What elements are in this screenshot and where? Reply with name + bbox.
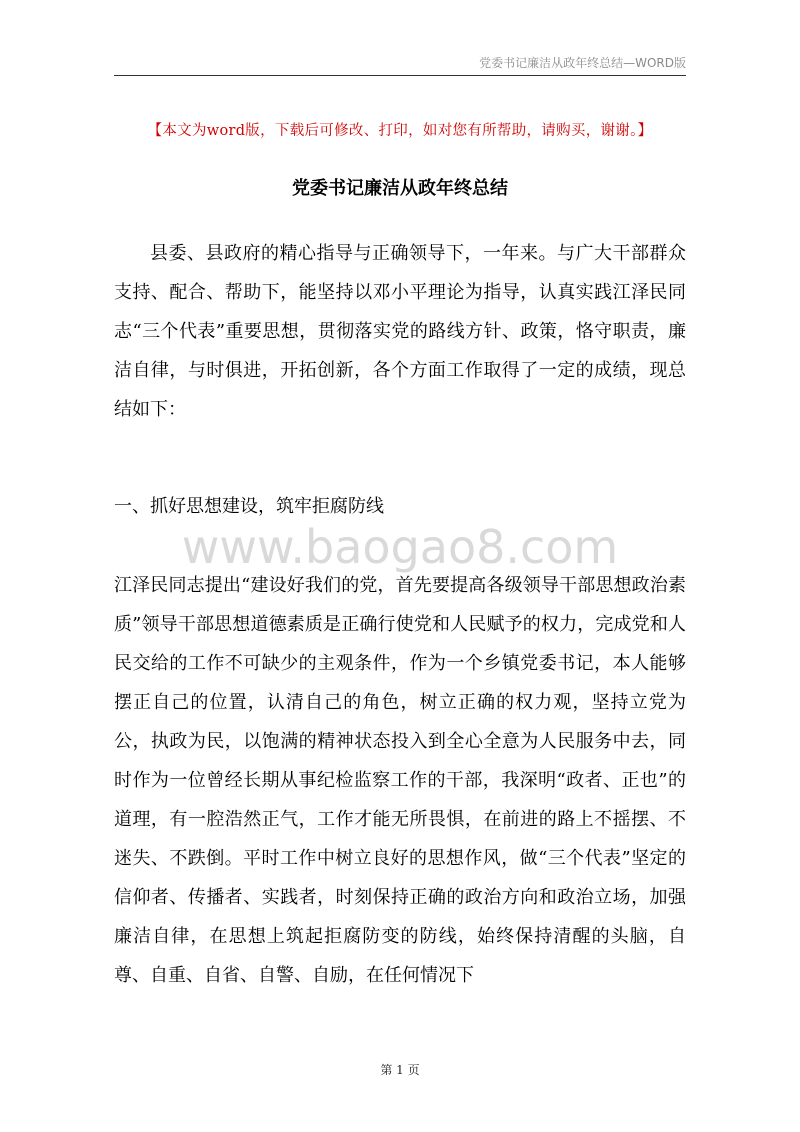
page-number: 第 1 页 (380, 1063, 420, 1077)
header-divider (114, 75, 686, 76)
running-header: 党委书记廉洁从政年终总结—WORD版 (479, 56, 686, 70)
section-heading-1: 一、抓好思想建设，筑牢拒腐防线 (114, 496, 384, 517)
intro-paragraph: 县委、县政府的精心指导与正确领导下，一年来。与广大干部群众支持、配合、帮助下，能坚持以邓小平理论为指导，认真实践江泽民同志“三个代表”重要思想，贯彻落实党的路线方针、政策，恪守职责，廉洁自律，与时俱进，开拓创新，各个方面工作取得了一定的成绩，现总结如下： (114, 243, 686, 420)
document-title: 党委书记廉洁从政年终总结 (292, 178, 508, 199)
watermark: www.baogao8.com (181, 520, 619, 574)
section-1-paragraph: 江泽民同志提出“建设好我们的党，首先要提高各级领导干部思想政治素质”领导干部思想道德素质是正确行使党和人民赋予的权力，完成党和人民交给的工作不可缺少的主观条件，作为一个乡镇党委书记，本人能够摆正自己的位置，认清自己的角色，树立正确的权力观，坚持立党为公，执政为民，以饱满的精神状态投入到全心全意为人民服务中去，同时作为一位曾经长期从事纪检监察工作的干部，我深明“政者、正也”的道理，有一腔浩然正气，工作才能无所畏惧，在前进的路上不摇摆、不迷失、不跌倒。平时工作中树立良好的思想作风，做“三个代表”坚定的信仰者、传播者、实践者，时刻保持正确的政治方向和政治立场，加强廉洁自律，在思想上筑起拒腐防变的防线，始终保持清醒的头脑，自尊、自重、自省、自警、自励，在任何情况下 (114, 575, 686, 986)
purchase-notice: 【本文为word版，下载后可修改、打印，如对您有所帮助，请购买，谢谢。】 (147, 123, 653, 139)
